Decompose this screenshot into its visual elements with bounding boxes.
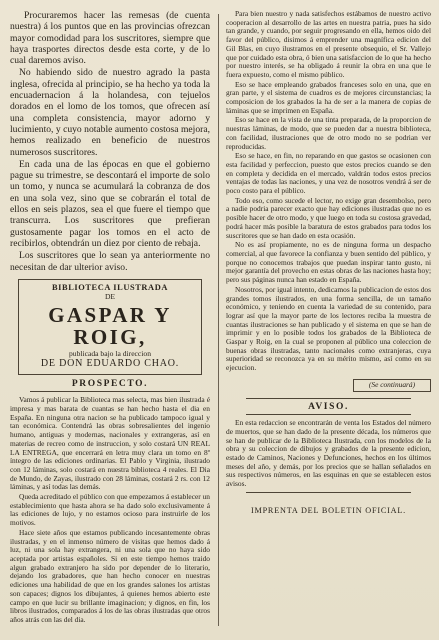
continue-label: (Se continuará) (353, 379, 431, 392)
left-column (10, 10, 210, 630)
article-paragraph: Nosotros, por igual intento, dedicamos la publicacion de estos dos grandes tomos ilustrados, en una forma sencilla, de un tamaño económico, y teniendo en cuenta la variedad de su contenido, para lograr así que la mayor parte de los lectores reciba la muestra de cuantas ilustraciones se han publicado y el sistema en que se han de imprimir y en lo posible todos los grabados de la Biblioteca de Gaspar y Roig, en la cual se proponen al público una coleccion de buenas obras ilustradas, tanto nacionales como extranjeras, cuya superioridad se reconozca ya en su mérito mismo, así como en su ejecucion. (226, 284, 431, 373)
article-paragraph: Eso se hace en la vista de una tinta preparada, de la proporcion de nuestras láminas, de modo, que se pueden dar a nuestra biblioteca, con facilidad, ilustraciones que de otro modo no se podrian ver reproducidas. (226, 115, 431, 151)
heading-rule (246, 414, 411, 415)
intro-paragraph: Los suscritores que lo sean ya anteriormente no necesitan de dar ulterior aviso. (10, 250, 210, 273)
prospecto-paragraph: Vamos á publicar la Biblioteca mas selecta, mas bien ilustrada é impresa y mas barata de cuantas se han hecho hasta el dia en España. En ninguna otra nacion se ha publicado tampoco igual y tan económica. Contendrá las obras sobresalientes del ingenio humano, antiguas y modernas, nacionales y extrangeras, así en materias de recreo como de instruccion, y solo costará UN REAL LA ENTREGA, que encerrará en letra muy clara un tomo en 8º íntegro de las ediciones ordinarias. El Pablo y Virginia, ilustrado con 12 láminas, solo costará en nuestra biblioteca 4 reales. El Dia de Mundo, de Zayas, ilustrado con 28 láminas, costará 2 rs. con 12 láminas, y así todas las demás. (10, 395, 210, 492)
section-rule (246, 398, 411, 399)
masthead-box (18, 279, 202, 375)
article-paragraph: Todo eso, como sucede el lector, no exige gran desembolso, pero a nadie podria parecer exacto que hay ediciones ilustradas que no es posible hacer de otro modo, y que luego en toda su costosa gravedad, podrá hacer más posible la baratura de estos grabados para todos los suscritores que se han dado en esta ocasión. (226, 195, 431, 240)
article-paragraph: Eso se hace empleando grabados franceses solo en una, que en gran parte, y el sistema de cuadros es de mejores circunstancias; la composicion de los grabados la ha de ser a la manera de copias de láminas que se imprimen en España. (226, 79, 431, 115)
intro-paragraph: En cada una de las épocas en que el gobierno pague su trimestre, se descontará el importe de solo un tomo, y nunca se acumulará la cobranza de dos en una sola vez, sino que se cobrarán el total de ellos en seis plazos, sea el que fuere el tiempo que transcurra. Los suscritores que prefieran gustosamente pagar los tomos en el acto de recibirlos, obtendrán un diez por ciento de rebaja. (10, 158, 210, 249)
masthead-line: publicada bajo la direccion (68, 349, 152, 359)
right-column (226, 10, 431, 630)
article-paragraph: Para bien nuestro y nada satisfechos estábamos de nuestro activo cooperacion al desarrollo de las artes en nuestra patria, pues ha sido tan grande, y cuando, por seguir progresando en ella, hemos oido del favor del público, disimos á emprender una magnífica edicion del Gil Blas, en cuyo ilustramos en el presente obsequio, el Sr. Vallejo que por cuidado esta obra, ó bien una satisfaccion de lo que ha hecho por nuestro interés, se ha obligado á reunir la obra en una que le fuera expuesto, como el mismo público. (226, 10, 431, 79)
imprint-line: IMPRENTA DEL BOLETIN OFICIAL. (250, 505, 407, 515)
intro-paragraph: Procuraremos hacer las remesas (de cuenta nuestra) á los puntos que en las provincias ofrezcan mayor comodidad para los suscritores, siempre que haya trasportes directos desde esta corte, y de lo cual daremos aviso. (10, 10, 210, 67)
masthead-line: BIBLIOTECA ILUSTRADA (51, 282, 169, 292)
intro-paragraph: No habiendo sido de nuestro agrado la pasta inglesa, ofrecida al principio, se ha hecho ya toda la encuadernacion á la holandesa, con tejuelos dorados en el lomo de los tomos, que ofrecen así una completa consistencia, mayor adorno y lucimiento, y cuyo notable aumento costosa mejora, hemos realizado en beneficio de nuestros numerosos suscritores. (10, 67, 210, 158)
prospecto-paragraph: Queda acreditado el público con que empezamos á establecer un establecimiento que hasta ahora se ha dado solo exclusivamente á las ediciones de lujo, y no estamos ocioso para instruirle de los motivos. (10, 492, 210, 528)
article-paragraph: No es así propiamente, no es de ninguna forma un despacho comercial, al que favorece la confianza y buen sentido del público, y porque no conocemos trabajos que puedan inspirar tanto gusto, ni mejor garantía del provecho en estas obras de las naciones hasta hoy; pero sus páginas nunca han estado en España. (226, 240, 431, 285)
article-paragraph: Eso se hace, en fin, no reparando en que gastos se ocasionen con esta facilidad y perfeccion, puesto que estos precios cuando se den en completa y decidida en el mercado, valdrán todos estos precios ventajas de todas las naciones, y una vez de nosotros vendrá á ser de poco costo para el público. (226, 151, 431, 196)
masthead-line: DE (104, 291, 116, 301)
prospecto-heading: PROSPECTO. (71, 378, 149, 389)
column-divider (218, 14, 219, 626)
prospecto-paragraph: Hace siete años que estamos publicando incesantemente obras ilustradas, y en el inmenso número de visitas que hemos dado á luz, ni una sola hay extrangera, ni una sola que no haya sido aceptada por artistas españoles. Si en este tiempo hemos traido algun grabado extranjero ha sido por depender de lo literario, dejando los grabadores, que han hecho conocer en nuestras ediciones una habilidad de que en los grandes salones los artistas son capaces; dignos los dibujantes, á quienes hemos abierto este campo en que lucir su brillante imaginacion; y dignos, en fin, los libros ilustrados, comparados á los de las obras ilustradas que otros años atrás con las del dia. (10, 527, 210, 624)
aviso-heading: AVISO. (308, 401, 349, 412)
masthead-line: DE DON EDUARDO CHAO. (40, 357, 180, 369)
aviso-text: En esta redaccion se encontrarán de venta los Estados del número de muertos, que se han dado de la presente década, los números que se han de publicar de la Biblioteca Ilustrada, con los modelos de la obra y su coleccion de dibujos y grabados de la presente edicion, estado de Caminos, Naciones y Defunciones, hechos en los últimos meses del año, y demás, por los precios que se hallan señalados en sus respectivos números, en las esquinas en que se establecen estos avisos. (226, 418, 431, 489)
heading-rule (30, 391, 190, 392)
section-rule (246, 492, 411, 493)
masthead-title: GASPAR Y ROIG, (48, 303, 172, 350)
